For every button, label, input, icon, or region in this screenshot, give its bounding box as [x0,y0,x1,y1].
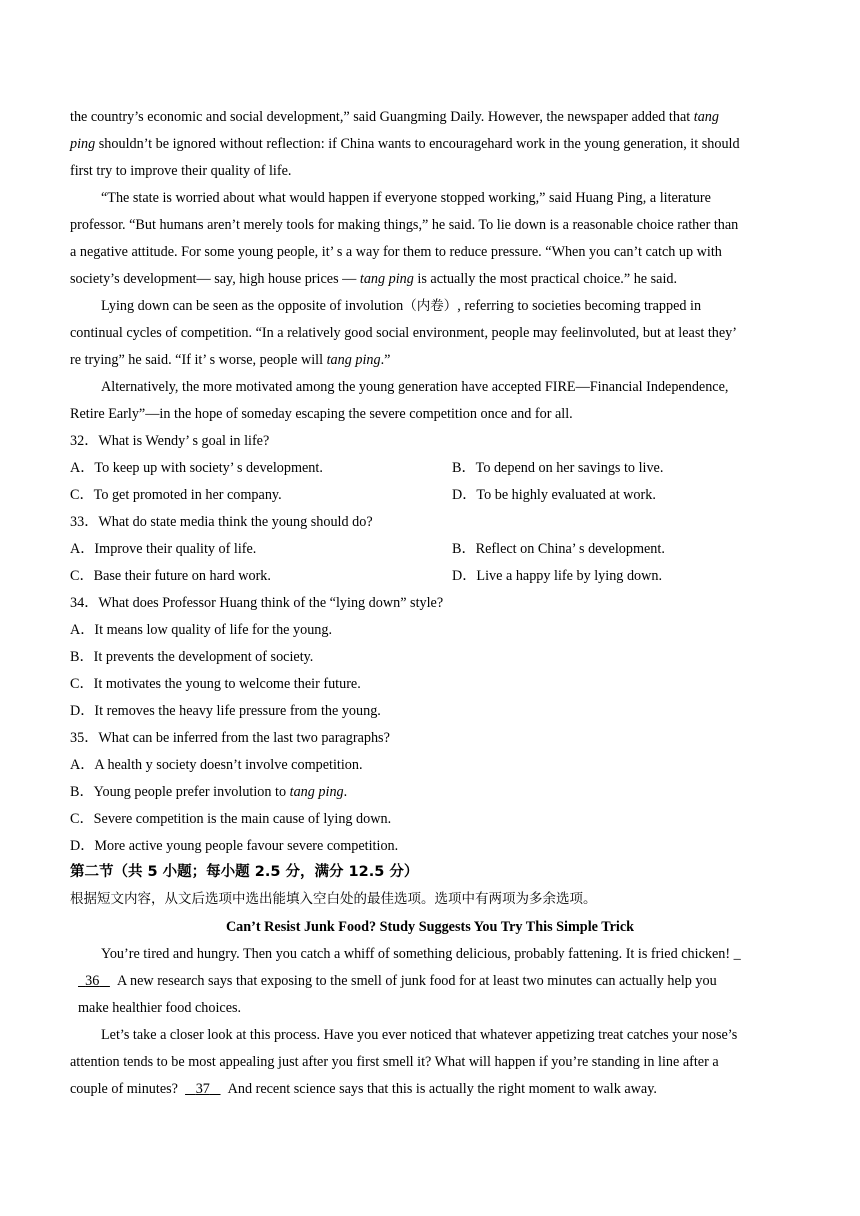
option-a: A．A health y society doesn’t involve competition. [70,757,363,773]
text: shouldn’t be ignored without reflection: if China wants to encouragehard work in the young generation, it should [95,136,740,152]
passage-title: Can’t Resist Junk Food? Study Suggests You Try This Simple Trick [225,919,635,935]
text: A new research says that exposing to the smell of junk food for at least two minutes can actually help you [117,973,717,989]
blank-number: 37 [195,1081,210,1097]
passage-line: first try to improve their quality of life. [70,163,292,179]
section-instruction: 根据短文内容，从文后选项中选出能填入空白处的最佳选项。选项中有两项为多余选项。 [70,891,597,907]
italic-term: ping [70,136,96,152]
text: couple of minutes? [70,1081,178,1097]
text: society’s development— say, high house prices — [70,271,360,287]
option-d: D．Live a happy life by lying down. [452,568,663,584]
passage-line: Let’s take a closer look at this process. Have you ever noticed that whatever appetizing treat catches your nose’s [101,1027,738,1043]
option-d: D．To be highly evaluated at work. [452,487,656,503]
passage-line [70,270,800,288]
option-a: A．It means low quality of life for the young. [70,622,333,638]
text: , referring to societies becoming trapped in [457,298,702,314]
italic-term: tang ping [289,784,344,800]
chinese-term: （内卷） [403,298,458,314]
text: And recent science says that this is actually the right moment to walk away. [227,1081,657,1097]
passage-line: make healthier food choices. [78,1000,242,1016]
option-a: A．To keep up with society’ s development. [70,460,323,476]
option-b: B．To depend on her savings to live. [452,460,664,476]
passage-line [70,135,800,153]
option-c: C．Severe competition is the main cause of lying down. [70,811,392,827]
option-b [70,783,800,801]
passage-line: professor. “But humans aren’t merely tools for making things,” he said. To lie down is a reasonable choice rather than [70,217,739,233]
italic-term: tang [693,109,719,125]
blank-number: 36 [85,973,100,989]
option-d: D．It removes the heavy life pressure from the young. [70,703,381,719]
option-c: C．It motivates the young to welcome their future. [70,676,361,692]
text: .” [380,352,391,368]
option-d: D．More active young people favour severe competition. [70,838,399,854]
option-b: B．Reflect on China’ s development. [452,541,665,557]
text: . [343,784,348,800]
passage-line [101,297,831,315]
question-stem: 34．What does Professor Huang think of the “lying down” style? [70,595,444,611]
text: Lying down can be seen as the opposite of involution [101,298,404,314]
passage-line: You’re tired and hungry. Then you catch a whiff of something delicious, probably fattening. It is fried chicken! _ [101,946,741,962]
passage-line [78,972,808,990]
passage-line: attention tends to be most appealing just after you first smell it? What will happen if you’re standing in line after a [70,1054,719,1070]
text: re trying” he said. “If it’ s worse, people will [70,352,327,368]
passage-line: Retire Early”—in the hope of someday escaping the severe competition once and for all. [70,406,573,422]
passage-line: “The state is worried about what would happen if everyone stopped working,” said Huang Ping, a literature [101,190,711,206]
text: B．Young people prefer involution to [70,784,290,800]
italic-term: tang ping [359,271,414,287]
option-c: C．Base their future on hard work. [70,568,271,584]
option-a: A．Improve their quality of life. [70,541,257,557]
text: is actually the most practical choice.” he said. [413,271,678,287]
passage-line: a negative attitude. For some young people, it’ s a way for them to reduce pressure. “When you can’t catch up with [70,244,722,260]
question-stem: 32．What is Wendy’ s goal in life? [70,433,270,449]
option-b: B．It prevents the development of society. [70,649,314,665]
blank-37[interactable] [185,1080,220,1098]
italic-term: tang ping [326,352,381,368]
section-heading: 第二节（共 5 小题；每小题 2.5 分，满分 12.5 分） [70,864,419,880]
passage-line [70,108,800,126]
passage-line: continual cycles of competition. “In a relatively good social environment, people may feelinvoluted, but at least they’ [70,325,737,341]
question-stem: 33．What do state media think the young should do? [70,514,373,530]
passage-line [70,1080,800,1098]
question-stem: 35．What can be inferred from the last two paragraphs? [70,730,390,746]
blank-36[interactable] [78,972,110,990]
passage-line [70,351,800,369]
option-c: C．To get promoted in her company. [70,487,282,503]
text: the country’s economic and social development,” said Guangming Daily. However, the newspaper added that [70,109,694,125]
passage-line: Alternatively, the more motivated among the young generation have accepted FIRE—Financial Independence, [101,379,729,395]
